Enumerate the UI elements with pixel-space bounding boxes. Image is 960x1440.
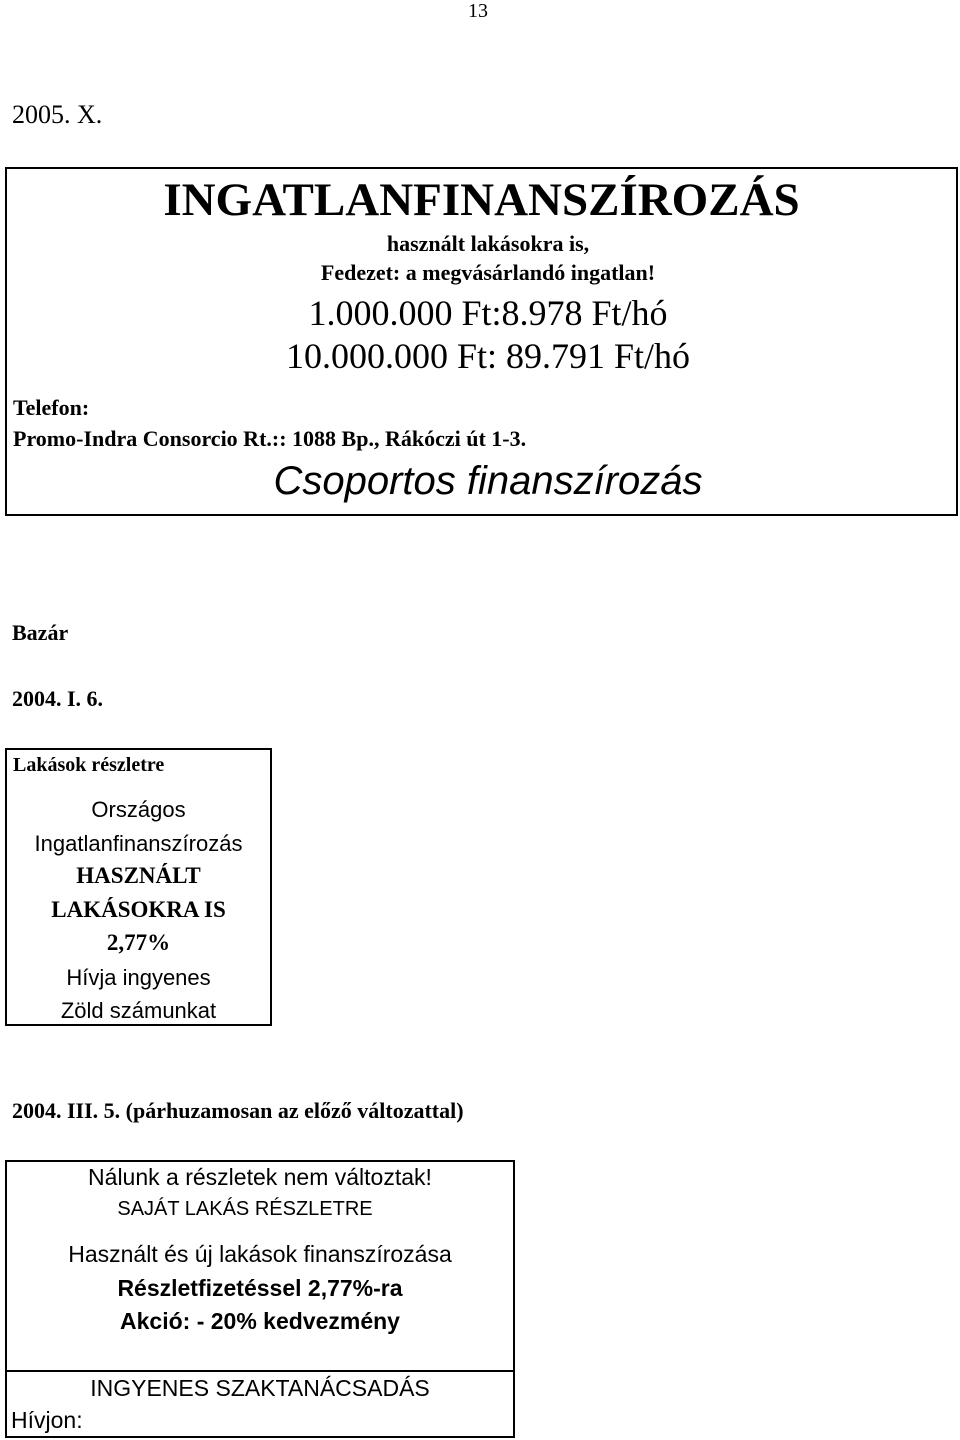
- ad3-line7: Hívjon:: [11, 1407, 83, 1433]
- ad1-phone-label: Telefon:: [13, 395, 90, 420]
- ad1-rate1: 1.000.000 Ft:8.978 Ft/hó: [308, 293, 668, 333]
- ad2-line3: HASZNÁLT: [76, 863, 201, 888]
- ad2-rate: 2,77%: [106, 930, 171, 955]
- ad3-line2: SAJÁT LAKÁS RÉSZLETRE: [117, 1198, 373, 1220]
- ad2-heading: Lakások részletre: [13, 754, 165, 776]
- ad2-line5: Hívja ingyenes: [66, 965, 211, 990]
- ad1-title: INGATLANFINANSZÍROZÁS: [163, 174, 800, 226]
- ad3-line1: Nálunk a részletek nem változtak!: [88, 1164, 432, 1190]
- ad3-line4: Részletfizetéssel 2,77%-ra: [117, 1275, 403, 1301]
- ad3-date: 2004. III. 5. (párhuzamosan az előző változattal): [12, 1098, 464, 1123]
- ad1-company: Promo-Indra Consorcio Rt.:: 1088 Bp., Rákóczi út 1-3.: [13, 426, 527, 451]
- ad1-slogan: Csoportos finanszírozás: [273, 459, 703, 503]
- ad3-line5: Akció: - 20% kedvezmény: [120, 1308, 400, 1334]
- ad3-box: [5, 1160, 515, 1438]
- ad2-date: 2004. I. 6.: [12, 686, 104, 711]
- ad3-line6: INGYENES SZAKTANÁCSADÁS: [90, 1375, 430, 1401]
- ad1-date: 2005. X.: [12, 100, 103, 129]
- ad2-box: [5, 748, 272, 1026]
- ad1-line1: használt lakásokra is,: [386, 231, 590, 256]
- ad2-line1: Országos: [91, 797, 186, 822]
- page-number: 13: [468, 0, 488, 22]
- ad3-divider: [7, 1370, 513, 1372]
- ad1-line2: Fedezet: a megvásárlandó ingatlan!: [320, 260, 656, 285]
- ad1-box: [5, 167, 958, 516]
- ad2-line2: Ingatlanfinanszírozás: [34, 831, 243, 856]
- ad3-line3: Használt és új lakások finanszírozása: [68, 1241, 452, 1267]
- ad1-rate2: 10.000.000 Ft: 89.791 Ft/hó: [285, 336, 691, 376]
- ad2-line6: Zöld számunkat: [60, 998, 217, 1023]
- ad2-line4: LAKÁSOKRA IS: [51, 897, 226, 922]
- ad2-source: Bazár: [12, 620, 69, 645]
